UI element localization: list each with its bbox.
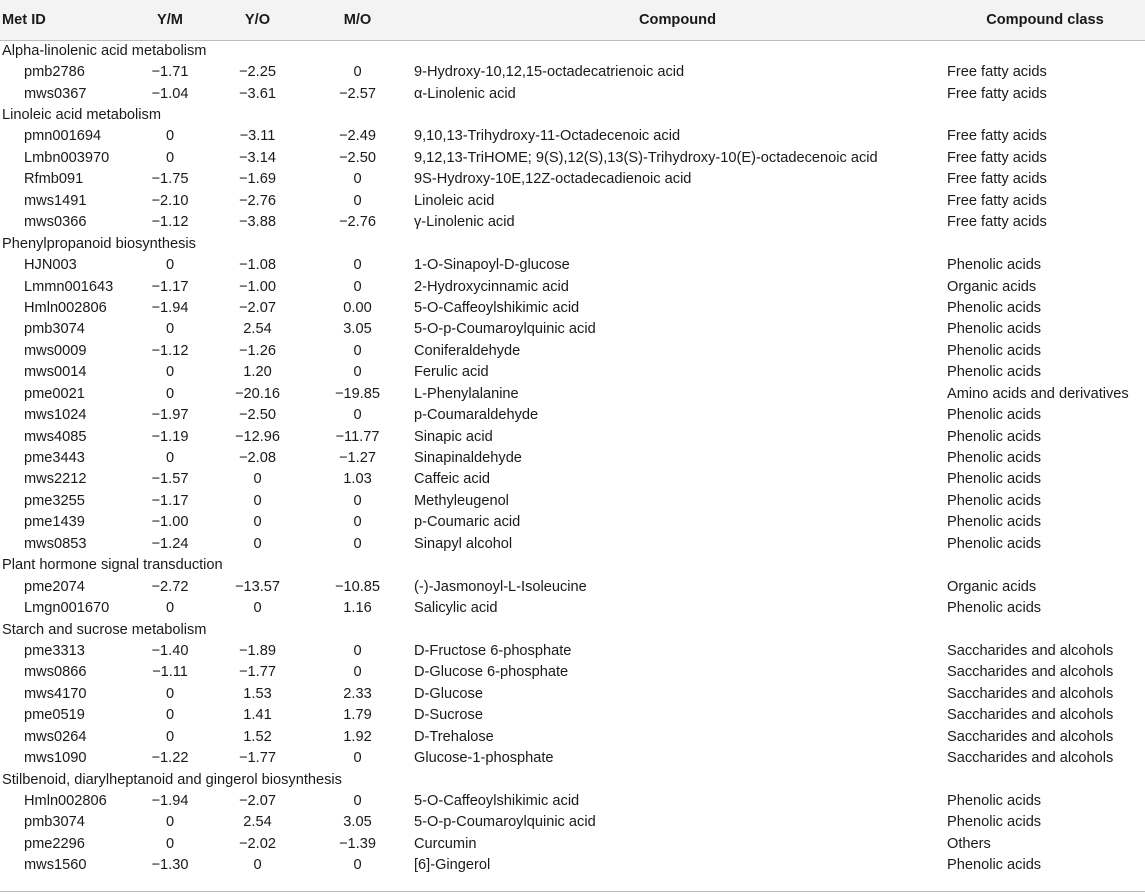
table-row <box>0 490 1145 511</box>
table-row <box>0 254 1145 275</box>
cell-compound: Sinapinaldehyde <box>414 450 522 467</box>
cell-y-o: −1.77 <box>239 750 276 767</box>
cell-met-id: pme2074 <box>24 578 85 595</box>
cell-y-o: −2.07 <box>239 793 276 810</box>
table-row <box>0 297 1145 318</box>
cell-y-o: −1.89 <box>239 642 276 659</box>
cell-m-o: −2.49 <box>339 128 376 145</box>
cell-m-o: 0 <box>353 171 362 188</box>
cell-m-o: −1.27 <box>339 450 376 467</box>
cell-y-m: −1.97 <box>151 407 189 424</box>
cell-y-m: −1.94 <box>151 793 189 810</box>
cell-met-id: Lmgn001670 <box>24 600 110 617</box>
cell-met-id: pme0021 <box>24 385 85 402</box>
cell-compound-class: Others <box>947 835 991 852</box>
cell-m-o: 0 <box>353 64 362 81</box>
cell-y-m: 0 <box>165 364 175 381</box>
cell-compound-class: Free fatty acids <box>947 64 1047 81</box>
table-row <box>0 61 1145 82</box>
cell-y-o: −3.14 <box>239 149 276 166</box>
cell-compound: D-Sucrose <box>414 707 483 724</box>
cell-y-m: 0 <box>165 257 175 274</box>
cell-y-m: 0 <box>165 149 175 166</box>
cell-y-o: −13.57 <box>234 578 281 595</box>
cell-met-id: mws0853 <box>24 535 87 552</box>
cell-m-o: −19.85 <box>334 385 381 402</box>
cell-y-o: −3.11 <box>239 128 276 145</box>
cell-y-o: 0 <box>253 471 262 488</box>
cell-met-id: pmb3074 <box>24 321 85 338</box>
cell-compound: 9,12,13-TriHOME; 9(S),12(S),13(S)-Trihydroxy-10(E)-octadecenoic acid <box>414 149 878 166</box>
cell-met-id: pmb2786 <box>24 64 85 81</box>
table-row <box>0 855 1145 876</box>
table-row <box>0 404 1145 425</box>
cell-compound-class: Free fatty acids <box>947 171 1047 188</box>
cell-y-m: −1.17 <box>151 492 189 509</box>
cell-met-id: mws0866 <box>24 664 87 681</box>
cell-met-id: HJN003 <box>24 257 77 274</box>
cell-y-o: 1.52 <box>243 728 272 745</box>
cell-m-o: 0 <box>353 857 362 874</box>
cell-met-id: Rfmb091 <box>24 171 84 188</box>
section-title: Plant hormone signal transduction <box>2 557 223 574</box>
cell-met-id: pmb3074 <box>24 814 85 831</box>
cell-y-o: 0 <box>253 492 262 509</box>
table-row <box>0 597 1145 618</box>
cell-compound-class: Free fatty acids <box>947 214 1047 231</box>
cell-compound-class: Saccharides and alcohols <box>947 664 1114 681</box>
table-row <box>0 362 1145 383</box>
cell-compound: γ-Linolenic acid <box>414 214 515 231</box>
table-row <box>0 319 1145 340</box>
cell-compound-class: Phenolic acids <box>947 342 1042 359</box>
cell-met-id: mws2212 <box>24 471 87 488</box>
table-row <box>0 640 1145 661</box>
cell-compound-class: Free fatty acids <box>947 192 1047 209</box>
cell-m-o: −2.76 <box>339 214 376 231</box>
table-row <box>0 147 1145 168</box>
cell-y-o: −12.96 <box>234 428 281 445</box>
cell-compound: L-Phenylalanine <box>414 385 519 402</box>
cell-met-id: Hmln002806 <box>24 793 107 810</box>
cell-m-o: 0 <box>353 257 362 274</box>
table-row <box>0 683 1145 704</box>
cell-y-o: 2.54 <box>243 321 272 338</box>
cell-met-id: mws1090 <box>24 750 87 767</box>
table-row <box>0 705 1145 726</box>
cell-m-o: 0.00 <box>343 299 372 316</box>
table-row <box>0 83 1145 104</box>
cell-met-id: pme1439 <box>24 514 85 531</box>
cell-m-o: 1.79 <box>343 707 372 724</box>
bottom-rule <box>0 891 1145 892</box>
cell-compound-class: Saccharides and alcohols <box>947 685 1114 702</box>
cell-compound-class: Saccharides and alcohols <box>947 642 1114 659</box>
cell-y-m: 0 <box>165 321 175 338</box>
cell-compound-class: Phenolic acids <box>947 857 1042 874</box>
cell-met-id: pme3443 <box>24 450 85 467</box>
cell-m-o: 1.92 <box>343 728 372 745</box>
table-header <box>0 0 1145 40</box>
cell-y-o: −1.77 <box>239 664 276 681</box>
section-title: Stilbenoid, diarylheptanoid and gingerol biosynthesis <box>2 771 342 788</box>
cell-y-o: 1.53 <box>243 685 272 702</box>
header-compound: Compound <box>410 0 945 40</box>
cell-met-id: mws0009 <box>24 342 87 359</box>
cell-compound: D-Glucose 6-phosphate <box>414 664 569 681</box>
cell-compound-class: Free fatty acids <box>947 128 1047 145</box>
cell-met-id: pme3313 <box>24 642 85 659</box>
cell-y-m: −1.57 <box>151 471 189 488</box>
cell-met-id: Lmmn001643 <box>24 278 114 295</box>
cell-y-o: −1.00 <box>239 278 276 295</box>
cell-met-id: mws4085 <box>24 428 87 445</box>
cell-m-o: 0 <box>353 192 362 209</box>
cell-compound: [6]-Gingerol <box>414 857 491 874</box>
cell-m-o: 1.16 <box>343 600 372 617</box>
header-row <box>0 0 1145 40</box>
table-row <box>0 276 1145 297</box>
cell-m-o: 3.05 <box>343 321 372 338</box>
cell-m-o: −10.85 <box>334 578 381 595</box>
cell-m-o: 0 <box>353 750 362 767</box>
section-row <box>0 619 1145 640</box>
table-row <box>0 469 1145 490</box>
cell-y-m: −1.94 <box>151 299 189 316</box>
cell-y-m: 0 <box>165 707 175 724</box>
section-title: Alpha-linolenic acid metabolism <box>2 42 207 59</box>
cell-compound-class: Phenolic acids <box>947 321 1042 338</box>
cell-compound-class: Phenolic acids <box>947 471 1042 488</box>
cell-y-m: −1.17 <box>151 278 189 295</box>
cell-compound-class: Phenolic acids <box>947 814 1042 831</box>
cell-y-o: −2.07 <box>239 299 276 316</box>
cell-m-o: 0 <box>353 664 362 681</box>
table-row <box>0 662 1145 683</box>
section-row <box>0 104 1145 125</box>
cell-met-id: mws1560 <box>24 857 87 874</box>
cell-y-o: −2.50 <box>239 407 276 424</box>
cell-compound-class: Phenolic acids <box>947 535 1042 552</box>
cell-y-m: 0 <box>165 450 175 467</box>
cell-m-o: 0 <box>353 278 362 295</box>
cell-compound: Salicylic acid <box>414 600 498 617</box>
table-row <box>0 790 1145 811</box>
cell-compound: D-Fructose 6-phosphate <box>414 642 572 659</box>
cell-met-id: mws1491 <box>24 192 87 209</box>
cell-compound: Glucose-1-phosphate <box>414 750 554 767</box>
section-title: Phenylpropanoid biosynthesis <box>2 235 196 252</box>
cell-compound-class: Phenolic acids <box>947 793 1042 810</box>
cell-met-id: pme0519 <box>24 707 85 724</box>
cell-y-m: −1.00 <box>151 514 189 531</box>
cell-m-o: 0 <box>353 407 362 424</box>
cell-compound: D-Trehalose <box>414 728 494 745</box>
cell-compound: 5-O-p-Coumaroylquinic acid <box>414 814 596 831</box>
cell-m-o: 0 <box>353 642 362 659</box>
header-met-id: Met ID <box>0 0 130 40</box>
cell-y-o: 0 <box>253 535 262 552</box>
table-row <box>0 512 1145 533</box>
cell-y-m: 0 <box>165 685 175 702</box>
table-row <box>0 383 1145 404</box>
section-row <box>0 769 1145 790</box>
cell-y-m: −1.11 <box>152 664 188 681</box>
cell-y-o: −2.08 <box>239 450 276 467</box>
cell-met-id: mws0014 <box>24 364 87 381</box>
cell-compound: α-Linolenic acid <box>414 85 516 102</box>
cell-y-o: −3.61 <box>239 85 276 102</box>
cell-compound: Ferulic acid <box>414 364 489 381</box>
cell-y-o: −2.25 <box>239 64 276 81</box>
table-row <box>0 576 1145 597</box>
cell-y-m: 0 <box>165 835 175 852</box>
cell-compound-class: Phenolic acids <box>947 299 1042 316</box>
cell-m-o: −1.39 <box>339 835 376 852</box>
cell-compound-class: Organic acids <box>947 278 1037 295</box>
cell-met-id: mws1024 <box>24 407 87 424</box>
cell-m-o: 0 <box>353 514 362 531</box>
table-row <box>0 126 1145 147</box>
cell-compound: Linoleic acid <box>414 192 495 209</box>
cell-m-o: 0 <box>353 342 362 359</box>
cell-y-o: 0 <box>253 600 262 617</box>
cell-y-o: −20.16 <box>234 385 281 402</box>
cell-compound: 1-O-Sinapoyl-D-glucose <box>414 257 570 274</box>
table-row <box>0 447 1145 468</box>
cell-compound: 5-O-Caffeoylshikimic acid <box>414 793 580 810</box>
cell-compound-class: Saccharides and alcohols <box>947 750 1114 767</box>
cell-y-m: 0 <box>165 600 175 617</box>
cell-met-id: mws4170 <box>24 685 87 702</box>
cell-compound: 5-O-Caffeoylshikimic acid <box>414 299 580 316</box>
cell-y-o: 2.54 <box>243 814 272 831</box>
cell-compound-class: Phenolic acids <box>947 257 1042 274</box>
section-title: Linoleic acid metabolism <box>2 107 161 124</box>
cell-met-id: Lmbn003970 <box>24 149 110 166</box>
cell-compound: Curcumin <box>414 835 477 852</box>
header-y-m: Y/M <box>130 0 210 40</box>
cell-compound-class: Amino acids and derivatives <box>947 385 1129 402</box>
table-body <box>0 40 1145 876</box>
table-row <box>0 533 1145 554</box>
cell-compound-class: Phenolic acids <box>947 492 1042 509</box>
cell-y-m: 0 <box>165 128 175 145</box>
cell-compound: Sinapyl alcohol <box>414 535 513 552</box>
cell-compound: 5-O-p-Coumaroylquinic acid <box>414 321 596 338</box>
table-row <box>0 340 1145 361</box>
cell-compound-class: Phenolic acids <box>947 407 1042 424</box>
cell-y-m: −1.19 <box>151 428 189 445</box>
cell-m-o: 2.33 <box>343 685 372 702</box>
cell-met-id: pme3255 <box>24 492 85 509</box>
cell-m-o: 3.05 <box>343 814 372 831</box>
cell-y-m: −1.24 <box>151 535 189 552</box>
table-row <box>0 747 1145 768</box>
cell-compound-class: Phenolic acids <box>947 428 1042 445</box>
cell-met-id: pme2296 <box>24 835 85 852</box>
cell-m-o: 0 <box>353 793 362 810</box>
cell-y-o: 0 <box>253 857 262 874</box>
cell-y-m: 0 <box>165 814 175 831</box>
cell-m-o: −11.77 <box>335 428 380 445</box>
cell-compound: Coniferaldehyde <box>414 342 521 359</box>
section-row <box>0 233 1145 254</box>
cell-m-o: −2.57 <box>339 85 376 102</box>
cell-y-o: 1.20 <box>243 364 272 381</box>
cell-m-o: 0 <box>353 492 362 509</box>
table-row <box>0 169 1145 190</box>
cell-y-o: 0 <box>253 514 262 531</box>
cell-met-id: mws0264 <box>24 728 87 745</box>
cell-compound: 9-Hydroxy-10,12,15-octadecatrienoic acid <box>414 64 685 81</box>
cell-compound-class: Saccharides and alcohols <box>947 728 1114 745</box>
cell-compound: Sinapic acid <box>414 428 493 445</box>
cell-compound: 9,10,13-Trihydroxy-11-Octadecenoic acid <box>414 128 681 145</box>
cell-m-o: 0 <box>353 535 362 552</box>
cell-compound-class: Phenolic acids <box>947 450 1042 467</box>
cell-met-id: Hmln002806 <box>24 299 107 316</box>
cell-m-o: −2.50 <box>339 149 376 166</box>
cell-compound-class: Phenolic acids <box>947 600 1042 617</box>
section-row <box>0 555 1145 576</box>
cell-compound-class: Saccharides and alcohols <box>947 707 1114 724</box>
cell-met-id: mws0367 <box>24 85 87 102</box>
cell-met-id: pmn001694 <box>24 128 102 145</box>
cell-y-o: 1.41 <box>243 707 272 724</box>
table-row <box>0 426 1145 447</box>
cell-compound-class: Phenolic acids <box>947 514 1042 531</box>
cell-compound-class: Free fatty acids <box>947 85 1047 102</box>
cell-compound-class: Free fatty acids <box>947 149 1047 166</box>
table-row <box>0 726 1145 747</box>
cell-compound: (-)-Jasmonoyl-L-Isoleucine <box>414 578 587 595</box>
cell-m-o: 1.03 <box>343 471 372 488</box>
section-title: Starch and sucrose metabolism <box>2 621 207 638</box>
cell-compound: 9S-Hydroxy-10E,12Z-octadecadienoic acid <box>414 171 692 188</box>
cell-compound-class: Organic acids <box>947 578 1037 595</box>
cell-y-m: −2.72 <box>151 578 189 595</box>
cell-compound: D-Glucose <box>414 685 483 702</box>
cell-y-m: −2.10 <box>151 192 189 209</box>
cell-compound: p-Coumaraldehyde <box>414 407 539 424</box>
cell-compound-class: Phenolic acids <box>947 364 1042 381</box>
cell-y-m: −1.04 <box>151 85 189 102</box>
cell-y-o: −2.02 <box>239 835 276 852</box>
cell-y-m: −1.12 <box>151 214 189 231</box>
header-m-o: M/O <box>305 0 410 40</box>
cell-y-m: −1.12 <box>151 342 189 359</box>
header-y-o: Y/O <box>210 0 305 40</box>
cell-met-id: mws0366 <box>24 214 87 231</box>
cell-y-m: −1.22 <box>151 750 189 767</box>
cell-compound: Methyleugenol <box>414 492 509 509</box>
cell-y-o: −1.69 <box>239 171 276 188</box>
cell-y-m: 0 <box>165 385 175 402</box>
cell-y-o: −1.08 <box>239 257 276 274</box>
cell-y-m: −1.30 <box>151 857 189 874</box>
cell-y-o: −2.76 <box>239 192 276 209</box>
cell-m-o: 0 <box>353 364 362 381</box>
cell-y-o: −3.88 <box>239 214 276 231</box>
table-row <box>0 190 1145 211</box>
cell-compound: p-Coumaric acid <box>414 514 521 531</box>
cell-y-o: −1.26 <box>239 342 276 359</box>
cell-y-m: −1.71 <box>151 64 189 81</box>
table-row <box>0 833 1145 854</box>
cell-compound: Caffeic acid <box>414 471 490 488</box>
cell-y-m: −1.75 <box>151 171 189 188</box>
section-row <box>0 40 1145 61</box>
header-compound-class: Compound class <box>945 0 1145 40</box>
cell-y-m: −1.40 <box>151 642 189 659</box>
table-row <box>0 212 1145 233</box>
table-row <box>0 812 1145 833</box>
cell-y-m: 0 <box>165 728 175 745</box>
cell-compound: 2-Hydroxycinnamic acid <box>414 278 569 295</box>
